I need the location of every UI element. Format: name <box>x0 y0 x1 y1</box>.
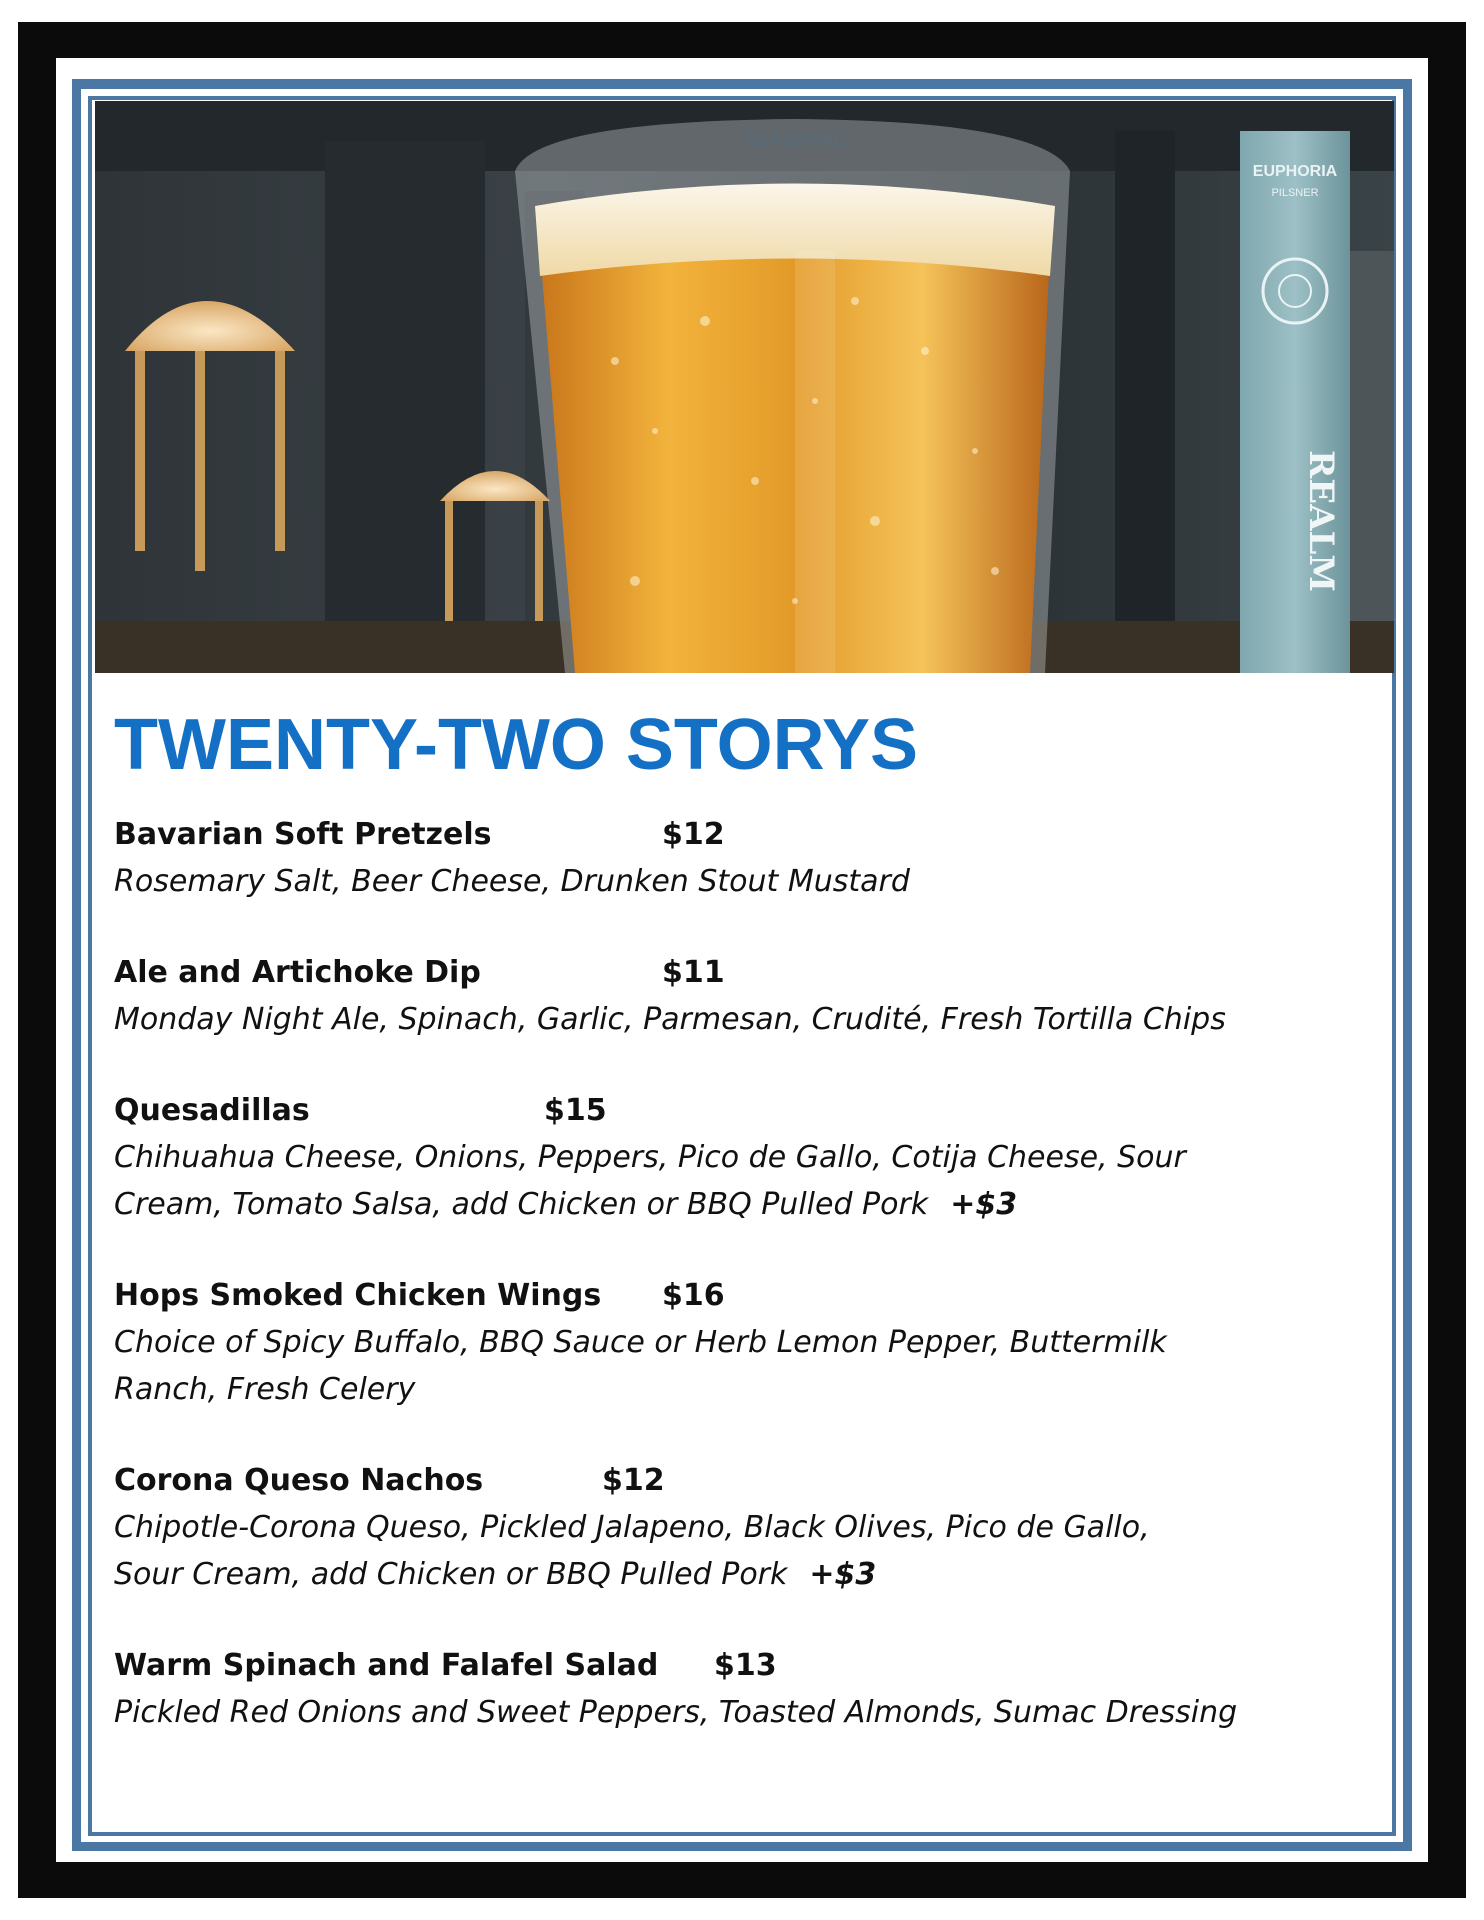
description-text: Cream, Tomato Salsa, add Chicken or BBQ Pulled Pork <box>114 1187 929 1222</box>
menu-item <box>114 950 1364 1043</box>
description-line <box>114 1689 1364 1736</box>
menu-item-price: $16 <box>662 1278 725 1313</box>
description-line <box>114 1504 1364 1551</box>
description-text: Chipotle-Corona Queso, Pickled Jalapeno, Black Olives, Pico de Gallo, <box>114 1510 1150 1545</box>
description-line <box>114 1366 1364 1413</box>
menu-title: TWENTY-TWO STORYS <box>114 705 918 785</box>
menu-item-header <box>114 1273 1364 1319</box>
menu-item-description <box>114 996 1364 1043</box>
menu-item-name: Corona Queso Nachos <box>114 1463 484 1498</box>
menu-item-price: $12 <box>662 817 725 852</box>
tap-handle-top-text: EUPHORIA <box>1252 163 1338 180</box>
description-text: Ranch, Fresh Celery <box>114 1372 416 1407</box>
addon-price: +$3 <box>950 1187 1018 1222</box>
menu-item-header <box>114 1643 1364 1689</box>
menu-item-description <box>114 1134 1364 1228</box>
description-line <box>114 1551 1364 1598</box>
menu-item-price: $13 <box>714 1648 777 1683</box>
tap-handle-sub-text: PILSNER <box>1271 187 1319 199</box>
menu-item-description <box>114 1504 1364 1598</box>
menu-item <box>114 1458 1364 1598</box>
menu-item-description <box>114 858 1364 905</box>
description-text: Sour Cream, add Chicken or BBQ Pulled Pork <box>114 1557 788 1592</box>
tap-handle-brand-text: REALM <box>1301 449 1341 593</box>
description-line <box>114 1319 1364 1366</box>
description-text: Pickled Red Onions and Sweet Peppers, Toasted Almonds, Sumac Dressing <box>114 1695 1238 1730</box>
description-line <box>114 858 1364 905</box>
menu-item <box>114 812 1364 905</box>
menu-item-name: Bavarian Soft Pretzels <box>114 817 492 852</box>
menu-item-header <box>114 950 1364 996</box>
menu-item-price: $12 <box>602 1463 665 1498</box>
glass-label-text: SEASONAL <box>744 130 846 150</box>
description-text: Rosemary Salt, Beer Cheese, Drunken Stout Mustard <box>114 864 910 899</box>
description-line <box>114 996 1364 1043</box>
beer-glass-photo <box>95 101 1394 673</box>
menu-item <box>114 1088 1364 1228</box>
menu-items <box>114 812 1364 1736</box>
menu-item-name: Ale and Artichoke Dip <box>114 955 481 990</box>
description-text: Monday Night Ale, Spinach, Garlic, Parmesan, Crudité, Fresh Tortilla Chips <box>114 1002 1226 1037</box>
menu-item-name: Quesadillas <box>114 1093 310 1128</box>
description-line <box>114 1181 1364 1228</box>
description-text: Chihuahua Cheese, Onions, Peppers, Pico de Gallo, Cotija Cheese, Sour <box>114 1140 1186 1175</box>
description-text: Choice of Spicy Buffalo, BBQ Sauce or Herb Lemon Pepper, Buttermilk <box>114 1325 1167 1360</box>
menu-item-description <box>114 1689 1364 1736</box>
menu-item-name: Hops Smoked Chicken Wings <box>114 1278 602 1313</box>
menu-item-description <box>114 1319 1364 1413</box>
menu-item-header <box>114 1088 1364 1134</box>
menu-item-name: Warm Spinach and Falafel Salad <box>114 1648 659 1683</box>
menu-item-price: $15 <box>544 1093 607 1128</box>
menu-item-price: $11 <box>662 955 725 990</box>
menu-item-header <box>114 812 1364 858</box>
menu-item <box>114 1273 1364 1413</box>
description-line <box>114 1134 1364 1181</box>
addon-price: +$3 <box>809 1557 877 1592</box>
menu-section <box>114 700 1364 1781</box>
menu-item-header <box>114 1458 1364 1504</box>
menu-item <box>114 1643 1364 1736</box>
